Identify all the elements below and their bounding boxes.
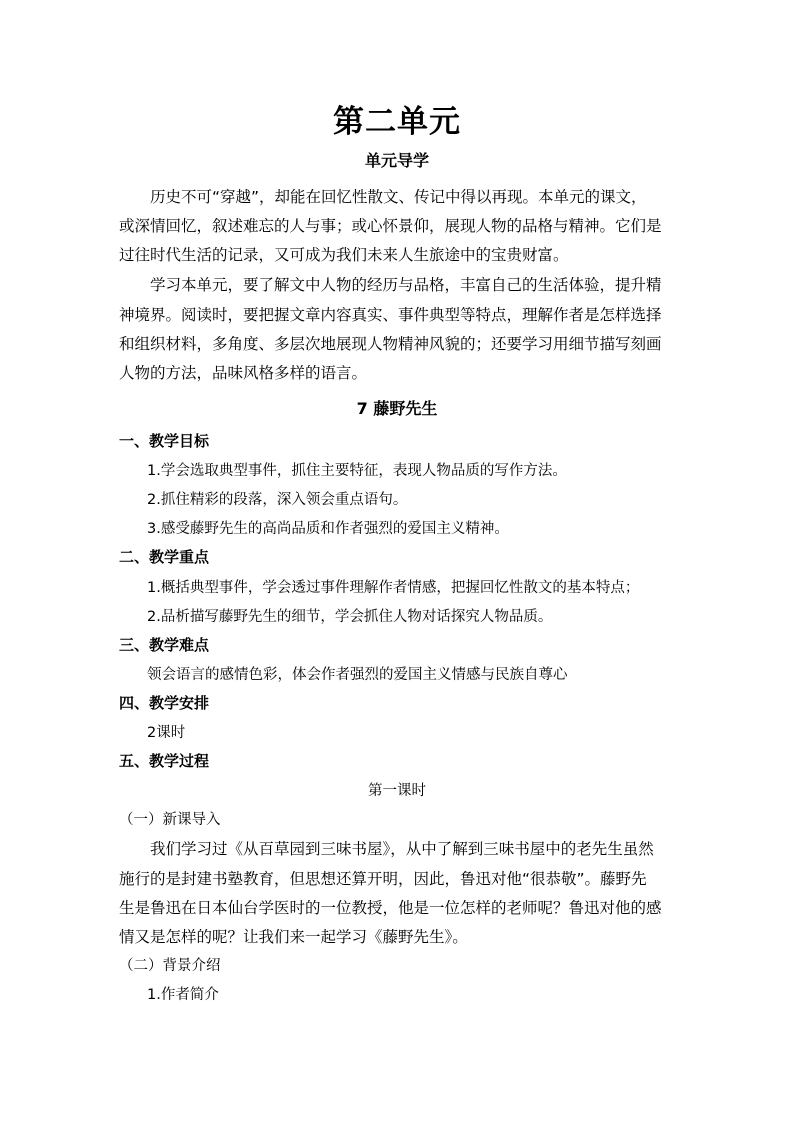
part1-paragraph-line-4: 情又是怎样的呢？让我们来一起学习《藤野先生》。 [119, 928, 468, 946]
lesson-title: 7 藤野先生 [356, 399, 438, 418]
intro-paragraph-1-line-1: 历史不可“穿越”，却能在回忆性散文、传记中得以再现。本单元的课文， [150, 188, 647, 206]
key-point-item-1: 1.概括典型事件，学会透过事件理解作者情感，把握回忆性散文的基本特点； [147, 580, 640, 596]
schedule-heading: 四、教学安排 [119, 694, 210, 712]
part2-item-1: 1.作者简介 [147, 987, 219, 1003]
goal-item-2: 2.抓住精彩的段落，深入领会重点语句。 [147, 492, 408, 508]
intro-paragraph-2-line-4: 人物的方法，品味风格多样的语言。 [119, 364, 368, 382]
unit-intro-title: 单元导学 [364, 151, 429, 170]
key-point-item-2: 2.品析描写藤野先生的细节，学会抓住人物对话探究人物品质。 [147, 609, 553, 625]
first-period-label: 第一课时 [368, 783, 426, 799]
unit-title: 第二单元 [333, 104, 461, 140]
part2-heading: （二）背景介绍 [119, 958, 221, 974]
goals-heading: 一、教学目标 [119, 432, 210, 450]
part1-paragraph-line-3: 生是鲁迅在日本仙台学医时的一位教授，他是一位怎样的老师呢？鲁迅对他的感 [119, 899, 662, 917]
intro-paragraph-2-line-3: 和组织材料，多角度、多层次地展现人物精神风貌的；还要学习用细节描写刻画 [119, 335, 662, 353]
process-heading: 五、教学过程 [119, 752, 210, 770]
goal-item-3: 3.感受藤野先生的高尚品质和作者强烈的爱国主义精神。 [147, 521, 509, 537]
schedule-text: 2课时 [147, 725, 186, 741]
intro-paragraph-2-line-2: 神境界。阅读时，要把握文章内容真实、事件典型等特点，理解作者是怎样选择 [119, 306, 662, 324]
goal-item-1: 1.学会选取典型事件，抓住主要特征，表现人物品质的写作方法。 [147, 463, 567, 479]
key-points-heading: 二、教学重点 [119, 548, 210, 566]
intro-paragraph-2-line-1: 学习本单元，要了解文中人物的经历与品格，丰富自己的生活体验，提升精 [150, 276, 662, 294]
difficulties-heading: 三、教学难点 [119, 636, 210, 654]
intro-paragraph-1-line-2: 或深情回忆，叙述难忘的人与事；或心怀景仰，展现人物的品格与精神。它们是 [119, 217, 662, 235]
intro-paragraph-1-line-3: 过往时代生活的记录，又可成为我们未来人生旅途中的宝贵财富。 [119, 246, 569, 264]
difficulties-text: 领会语言的感情色彩，体会作者强烈的爱国主义情感与民族自尊心 [147, 667, 568, 683]
part1-paragraph-line-2: 施行的是封建书塾教育，但思想还算开明，因此，鲁迅对他“很恭敬”。藤野先 [119, 870, 647, 888]
part1-heading: （一）新课导入 [119, 812, 221, 828]
part1-paragraph-line-1: 我们学习过《从百草园到三味书屋》，从中了解到三味书屋中的老先生虽然 [150, 840, 654, 858]
